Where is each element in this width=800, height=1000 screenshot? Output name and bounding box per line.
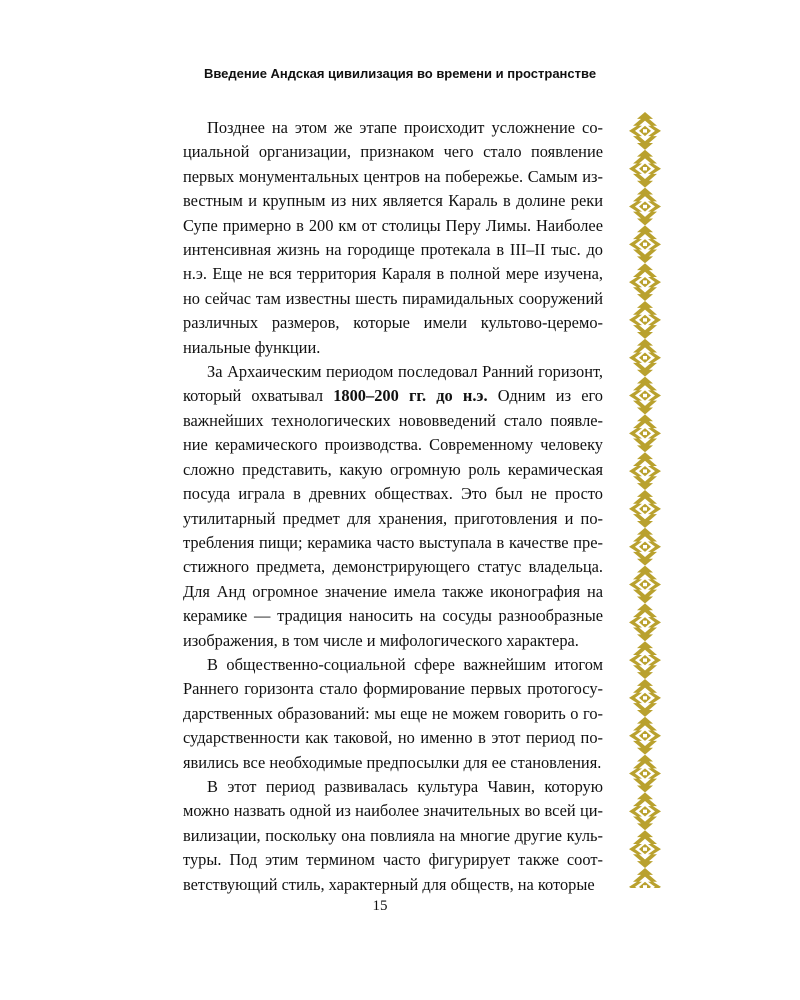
ornament-motif — [629, 641, 661, 679]
ornament-motif — [629, 679, 661, 717]
ornament-motif — [629, 301, 661, 339]
ornament-motif — [629, 755, 661, 793]
paragraph-4 — [183, 775, 603, 897]
paragraph-4-text: В этот период развивалась культура Чавин, которую можно назвать одной из наиболее значительных во всей цивилизации, поскольку она повлияла на многие другие культуры. Под этим термином часто фигурирует также соответствующий стиль, характерный для обществ, на которые — [183, 776, 603, 894]
ornament-motif — [629, 830, 661, 868]
ornament-motif — [629, 339, 661, 377]
ornament-motif — [629, 150, 661, 188]
paragraph-3 — [183, 653, 603, 775]
andean-ornament-border-icon — [623, 112, 667, 888]
ornament-motif — [629, 452, 661, 490]
ornament-motif — [629, 566, 661, 604]
paragraph-2-text-end: Одним из его важнейших технологических нововведений стало появление керамического производства. Современному человеку сложно представить, какую огромную роль керамическая посуда играла в древних обществах. Это был не просто утилитарный предмет для хранения, приготовления и потребления пищи; керамика часто выступала в качестве престижного предмета, демонстрирующего статус владельца. Для Анд огромное значение имела также иконография на керамике — традиция наносить на сосуды разнообразные изображения, в том числе и мифологического характера. — [183, 386, 603, 650]
ornament-motif — [629, 188, 661, 226]
running-head: Введение Андская цивилизация во времени и пространстве — [203, 66, 597, 81]
paragraph-1 — [183, 116, 603, 360]
paragraph-2 — [183, 360, 603, 653]
paragraph-1-text: Позднее на этом же этапе происходит усложнение социальной организации, признаком чего стало появление первых монументальных центров на побережье. Самым известным и крупным из них является Караль в долине реки Супе примерно в 200 км от столицы Перу Лимы. Наиболее интенсивная жизнь на городище протекала в III–II тыс. до н.э. Еще не вся территория Караля в полной мере изучена, но сейчас там известны шесть пирамидальных сооружений различных размеров, которые имели культово-церемониальные функции. — [183, 118, 603, 357]
ornament-motif — [629, 263, 661, 301]
body-text — [183, 116, 603, 897]
ornament-motif — [629, 490, 661, 528]
ornament-motif — [629, 414, 661, 452]
paragraph-3-text: В общественно-социальной сфере важнейшим итогом Раннего горизонта стало формирование первых протогосударственных образований: мы еще не можем говорить о государственности как таковой, но именно в этот период появились все необходимые предпосылки для ее становления. — [183, 654, 603, 772]
ornament-motif — [629, 603, 661, 641]
ornament-motif — [629, 112, 661, 150]
ornament-motif — [629, 377, 661, 415]
paragraph-2-text-start: За Архаическим периодом последовал Ранний горизонт, который охватывал — [183, 362, 603, 406]
paragraph-2-date-range: 1800–200 гг. до н.э. — [333, 386, 488, 406]
ornament-motif — [629, 528, 661, 566]
ornament-motif — [629, 717, 661, 755]
page-number: 15 — [372, 898, 388, 914]
ornament-motif — [629, 868, 661, 888]
ornament-motif — [629, 225, 661, 263]
ornament-motif — [629, 792, 661, 830]
